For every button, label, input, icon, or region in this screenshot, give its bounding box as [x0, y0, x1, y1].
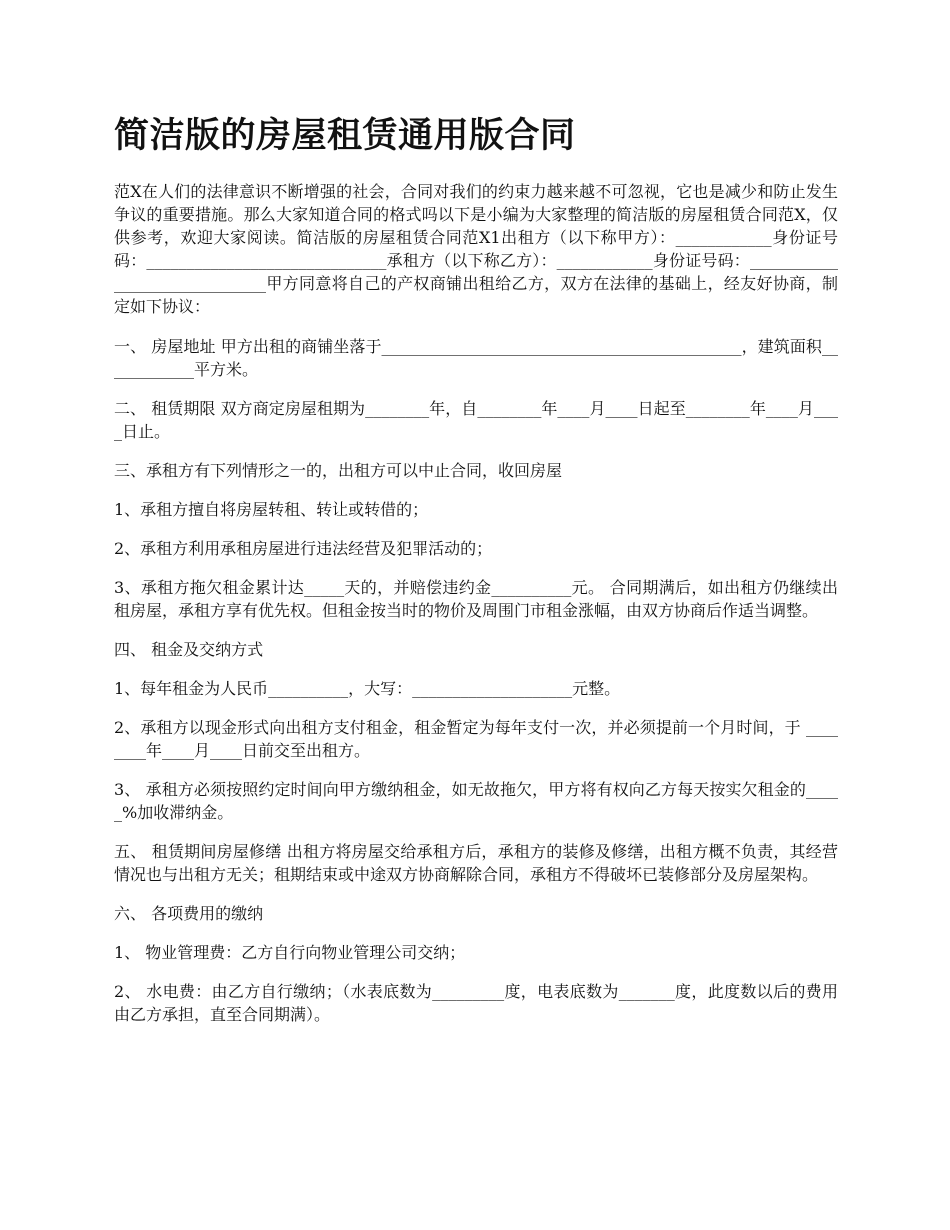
clause-lease-term: 二、 租赁期限 双方商定房屋租期为________年，自________年____月____日起至________年____月____日止。	[114, 399, 838, 441]
rent-item-3: 3、 承租方必须按照约定时间向甲方缴纳租金，如无故拖欠，甲方将有权向乙方每天按实欠租金的_____%加收滞纳金。	[114, 780, 838, 822]
intro-paragraph: 范X在人们的法律意识不断增强的社会，合同对我们的约束力越来越不可忽视，它也是减少和防止发生争议的重要措施。那么大家知道合同的格式吗以下是小编为大家整理的简洁版的房屋租赁合同范X，仅供参考，欢迎大家阅读。简洁版的房屋租赁合同范X1出租方（以下称甲方）：____________身份证号码：______________________________承租方（以下称乙方）：____________身份证号码：______________________________甲方同意将自己的产权商铺出租给乙方，双方在法律的基础上，经友好协商，制定如下协议：	[114, 182, 838, 316]
document-page	[114, 112, 838, 1042]
fees-item-2: 2、 水电费：由乙方自行缴纳；（水表底数为_________度，电表底数为_______度，此度数以后的费用由乙方承担，直至合同期满）。	[114, 982, 838, 1024]
clause-fees-heading: 六、 各项费用的缴纳	[114, 904, 264, 923]
clause-house-address: 一、 房屋地址 甲方出租的商铺坐落于_____________________________________________，建筑面积____________平方米。	[114, 337, 838, 379]
termination-item-1: 1、承租方擅自将房屋转租、转让或转借的；	[114, 500, 429, 519]
termination-item-3: 3、承租方拖欠租金累计达_____天的，并赔偿违约金__________元。 合同期满后，如出租方仍继续出租房屋，承租方享有优先权。但租金按当时的物价及周围门市租金涨幅，由双方协商后作适当调整。	[114, 578, 838, 620]
document-title: 简洁版的房屋租赁通用版合同	[114, 116, 576, 156]
termination-item-2: 2、承租方利用承租房屋进行违法经营及犯罪活动的；	[114, 539, 493, 558]
rent-item-1: 1、每年租金为人民币__________，大写：____________________元整。	[114, 679, 621, 698]
clause-repairs: 五、 租赁期间房屋修缮 出租方将房屋交给承租方后，承租方的装修及修缮，出租方概不负责，其经营情况也与出租方无关；租期结束或中途双方协商解除合同，承租方不得破坏已装修部分及房屋架构。	[114, 842, 838, 884]
clause-termination-heading: 三、承租方有下列情形之一的，出租方可以中止合同，收回房屋	[114, 461, 563, 480]
rent-item-2: 2、承租方以现金形式向出租方支付租金，租金暂定为每年支付一次，并必须提前一个月时间，于 ________年____月____日前交至出租方。	[114, 718, 838, 760]
clause-rent-heading: 四、 租金及交纳方式	[114, 640, 264, 659]
fees-item-1: 1、 物业管理费：乙方自行向物业管理公司交纳；	[114, 943, 466, 962]
